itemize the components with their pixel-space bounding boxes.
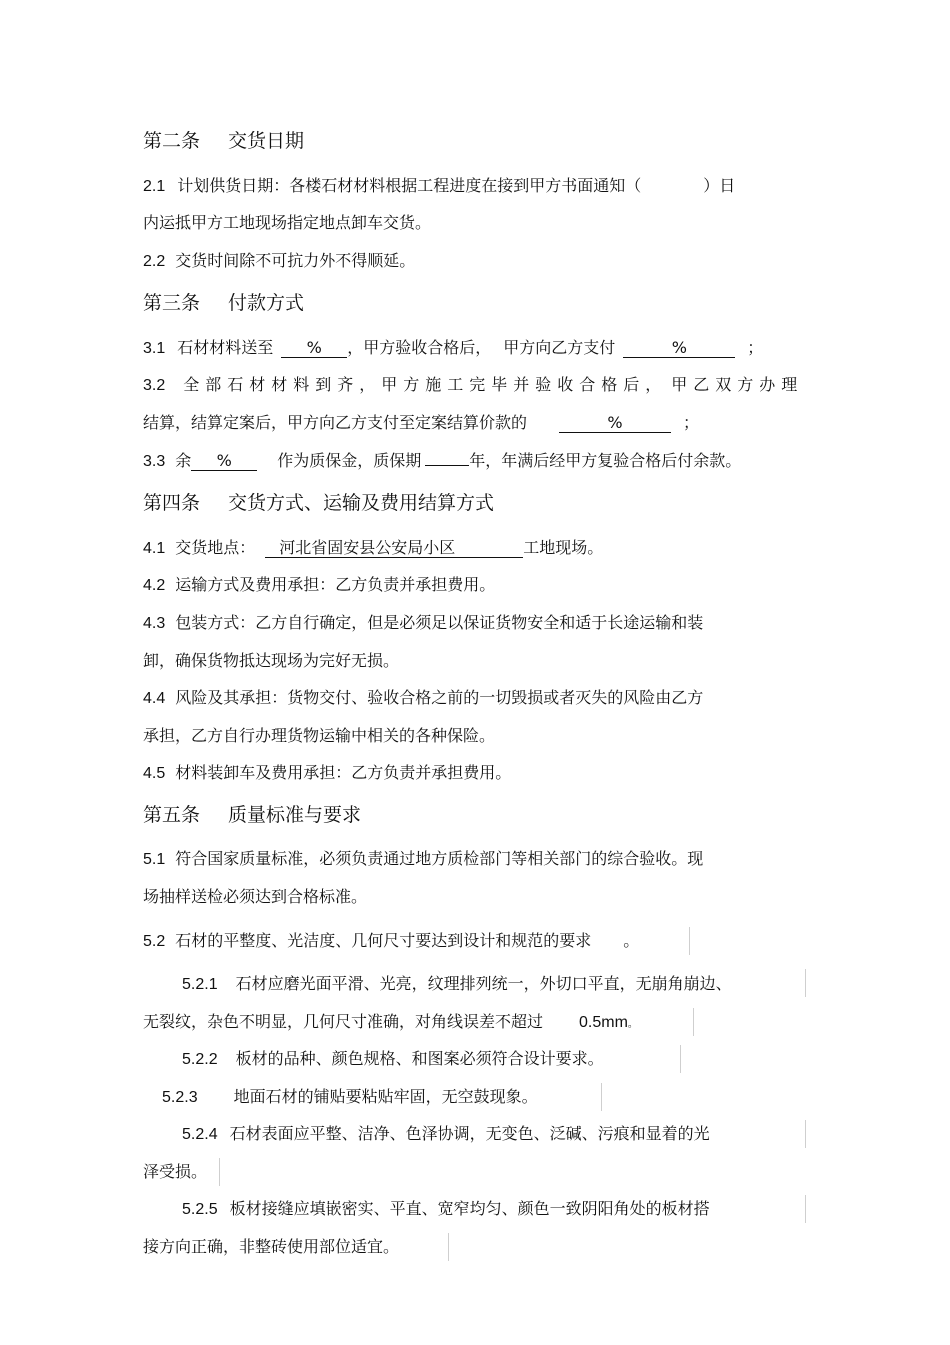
clause-text: 地面石材的铺贴要粘贴牢固，无空鼓现象。 [233,1087,538,1106]
percent-blank: % [623,339,735,358]
clause-text: 交货时间除不可抗力外不得顺延。 [175,251,416,270]
clause-2-1 [143,176,735,197]
clause-number: 5.2.2 [182,1051,218,1068]
clause-text: 包装方式：乙方自行确定，但是必须足以保证货物安全和适于长途运输和装 [175,613,704,632]
clause-text: ，甲方验收合格后， [347,338,492,357]
clause-5-2-4-line2: 泽受损。 [143,1162,208,1181]
section-heading-5 [143,803,361,827]
clause-5-2-1-line2 [143,1012,638,1035]
clause-5-2 [143,931,639,952]
percent-blank: % [281,339,347,358]
section-heading-4 [143,491,494,515]
clause-text: 工地现场。 [523,538,604,557]
clause-4-4 [143,688,703,709]
clause-number: 4.2 [143,577,166,594]
clause-5-1 [143,849,703,870]
clause-text: 符合国家质量标准，必须负责通过地方质检部门等相关部门的综合验收。现 [175,849,704,868]
clause-5-2-2 [182,1049,604,1070]
clause-5-2-5 [182,1199,710,1220]
clause-text: 交货地点： [175,538,256,557]
clause-text-end: 。 [627,1019,638,1030]
clause-4-3-line2: 卸，确保货物抵达现场为完好无损。 [143,651,400,670]
clause-number: 5.1 [143,851,166,868]
clause-4-3 [143,613,703,634]
clause-text: 风险及其承担：货物交付、验收合格之前的一切毁损或者灭失的风险由乙方 [175,688,704,707]
clause-text-end: ； [747,338,764,357]
clause-4-1 [143,538,603,559]
table-border [448,1233,449,1261]
clause-text: 板材接缝应填嵌密实、平直、宽窄均匀、颜色一致阴阳角处的板材搭 [229,1199,710,1218]
clause-text: 石材的平整度、光洁度、几何尺寸要达到设计和规范的要求 [175,931,592,950]
tolerance-value: 0.5mm [579,1014,628,1031]
clause-text: 材料装卸车及费用承担：乙方负责并承担费用。 [175,763,512,782]
clause-number: 3.3 [143,453,166,470]
clause-text: 板材的品种、颜色规格、和图案必须符合设计要求。 [235,1049,604,1068]
clause-text: 全部石材材料到齐，甲方施工完毕并验收合格后， [183,375,668,394]
clause-text: 计划供货日期：各楼石材材料根据工程进度在接到甲方书面通知（ [177,176,642,195]
clause-3-3 [143,451,741,472]
clause-number: 4.4 [143,690,166,707]
clause-2-1-line2: 内运抵甲方工地现场指定地点卸车交货。 [143,213,432,232]
clause-number: 5.2.5 [182,1201,218,1218]
clause-number: 3.2 [143,377,166,394]
table-border [689,927,690,955]
table-border [219,1158,220,1186]
clause-5-2-5-line2: 接方向正确，非整砖使用部位适宜。 [143,1237,400,1256]
heading-number: 第五条 [143,804,201,826]
clause-5-2-3 [162,1087,538,1108]
clause-text: 作为质保金，质保期 [277,451,422,470]
clause-text: 石材材料送至 [177,338,274,357]
clause-text: 无裂纹，杂色不明显，几何尺寸准确，对角线误差不超过 [143,1012,544,1031]
clause-text: 年，年满后经甲方复验合格后付余款。 [469,451,742,470]
heading-title: 交货日期 [228,130,305,152]
clause-text: 运输方式及费用承担：乙方负责并承担费用。 [175,575,496,594]
heading-title: 质量标准与要求 [228,804,362,826]
years-blank [425,465,469,466]
clause-4-4-line2: 承担，乙方自行办理货物运输中相关的各种保险。 [143,726,496,745]
clause-number: 4.1 [143,540,166,557]
clause-4-5 [143,763,511,784]
clause-5-2-1 [182,974,732,995]
clause-number: 5.2.4 [182,1126,218,1143]
heading-number: 第三条 [143,292,201,314]
delivery-place: 河北省固安县公安局小区 [265,539,523,558]
clause-5-2-4 [182,1124,710,1145]
section-heading-2 [143,129,304,153]
clause-number: 2.2 [143,253,166,270]
heading-number: 第四条 [143,492,201,514]
clause-number: 5.2.3 [162,1089,198,1106]
heading-title: 付款方式 [228,292,305,314]
table-border [693,1008,694,1036]
percent-blank: % [191,452,257,471]
clause-3-1 [143,338,763,359]
clause-3-2-line2 [143,413,699,433]
section-heading-3 [143,291,304,315]
clause-text-end: 。 [623,931,640,950]
clause-text: 甲方向乙方支付 [503,338,616,357]
clause-5-1-line2: 场抽样送检必须达到合格标准。 [143,887,368,906]
clause-4-2 [143,575,495,596]
table-border [805,969,806,997]
clause-text: 结算，结算定案后，甲方向乙方支付至定案结算价款的 [143,413,528,432]
heading-title: 交货方式、运输及费用结算方式 [228,492,495,514]
clause-number: 4.5 [143,765,166,782]
clause-number: 5.2.1 [182,976,218,993]
clause-3-2 [143,375,803,396]
clause-text: 甲乙双方办理 [671,375,804,394]
table-border [805,1120,806,1148]
clause-number: 4.3 [143,615,166,632]
clause-text: 余 [175,451,192,470]
table-border [805,1195,806,1223]
clause-text-end: ； [683,413,700,432]
clause-number: 5.2 [143,933,166,950]
clause-text: 石材应磨光面平滑、光亮，纹理排列统一，外切口平直，无崩角崩边、 [235,974,732,993]
clause-number: 2.1 [143,178,166,195]
clause-text: 石材表面应平整、洁净、色泽协调，无变色、泛碱、污痕和显着的光 [229,1124,710,1143]
heading-number: 第二条 [143,130,201,152]
clause-text-end: ）日 [703,176,736,195]
table-border [601,1083,602,1111]
percent-blank: % [559,414,671,433]
clause-number: 3.1 [143,340,166,357]
clause-2-2 [143,251,415,272]
table-border [680,1045,681,1073]
